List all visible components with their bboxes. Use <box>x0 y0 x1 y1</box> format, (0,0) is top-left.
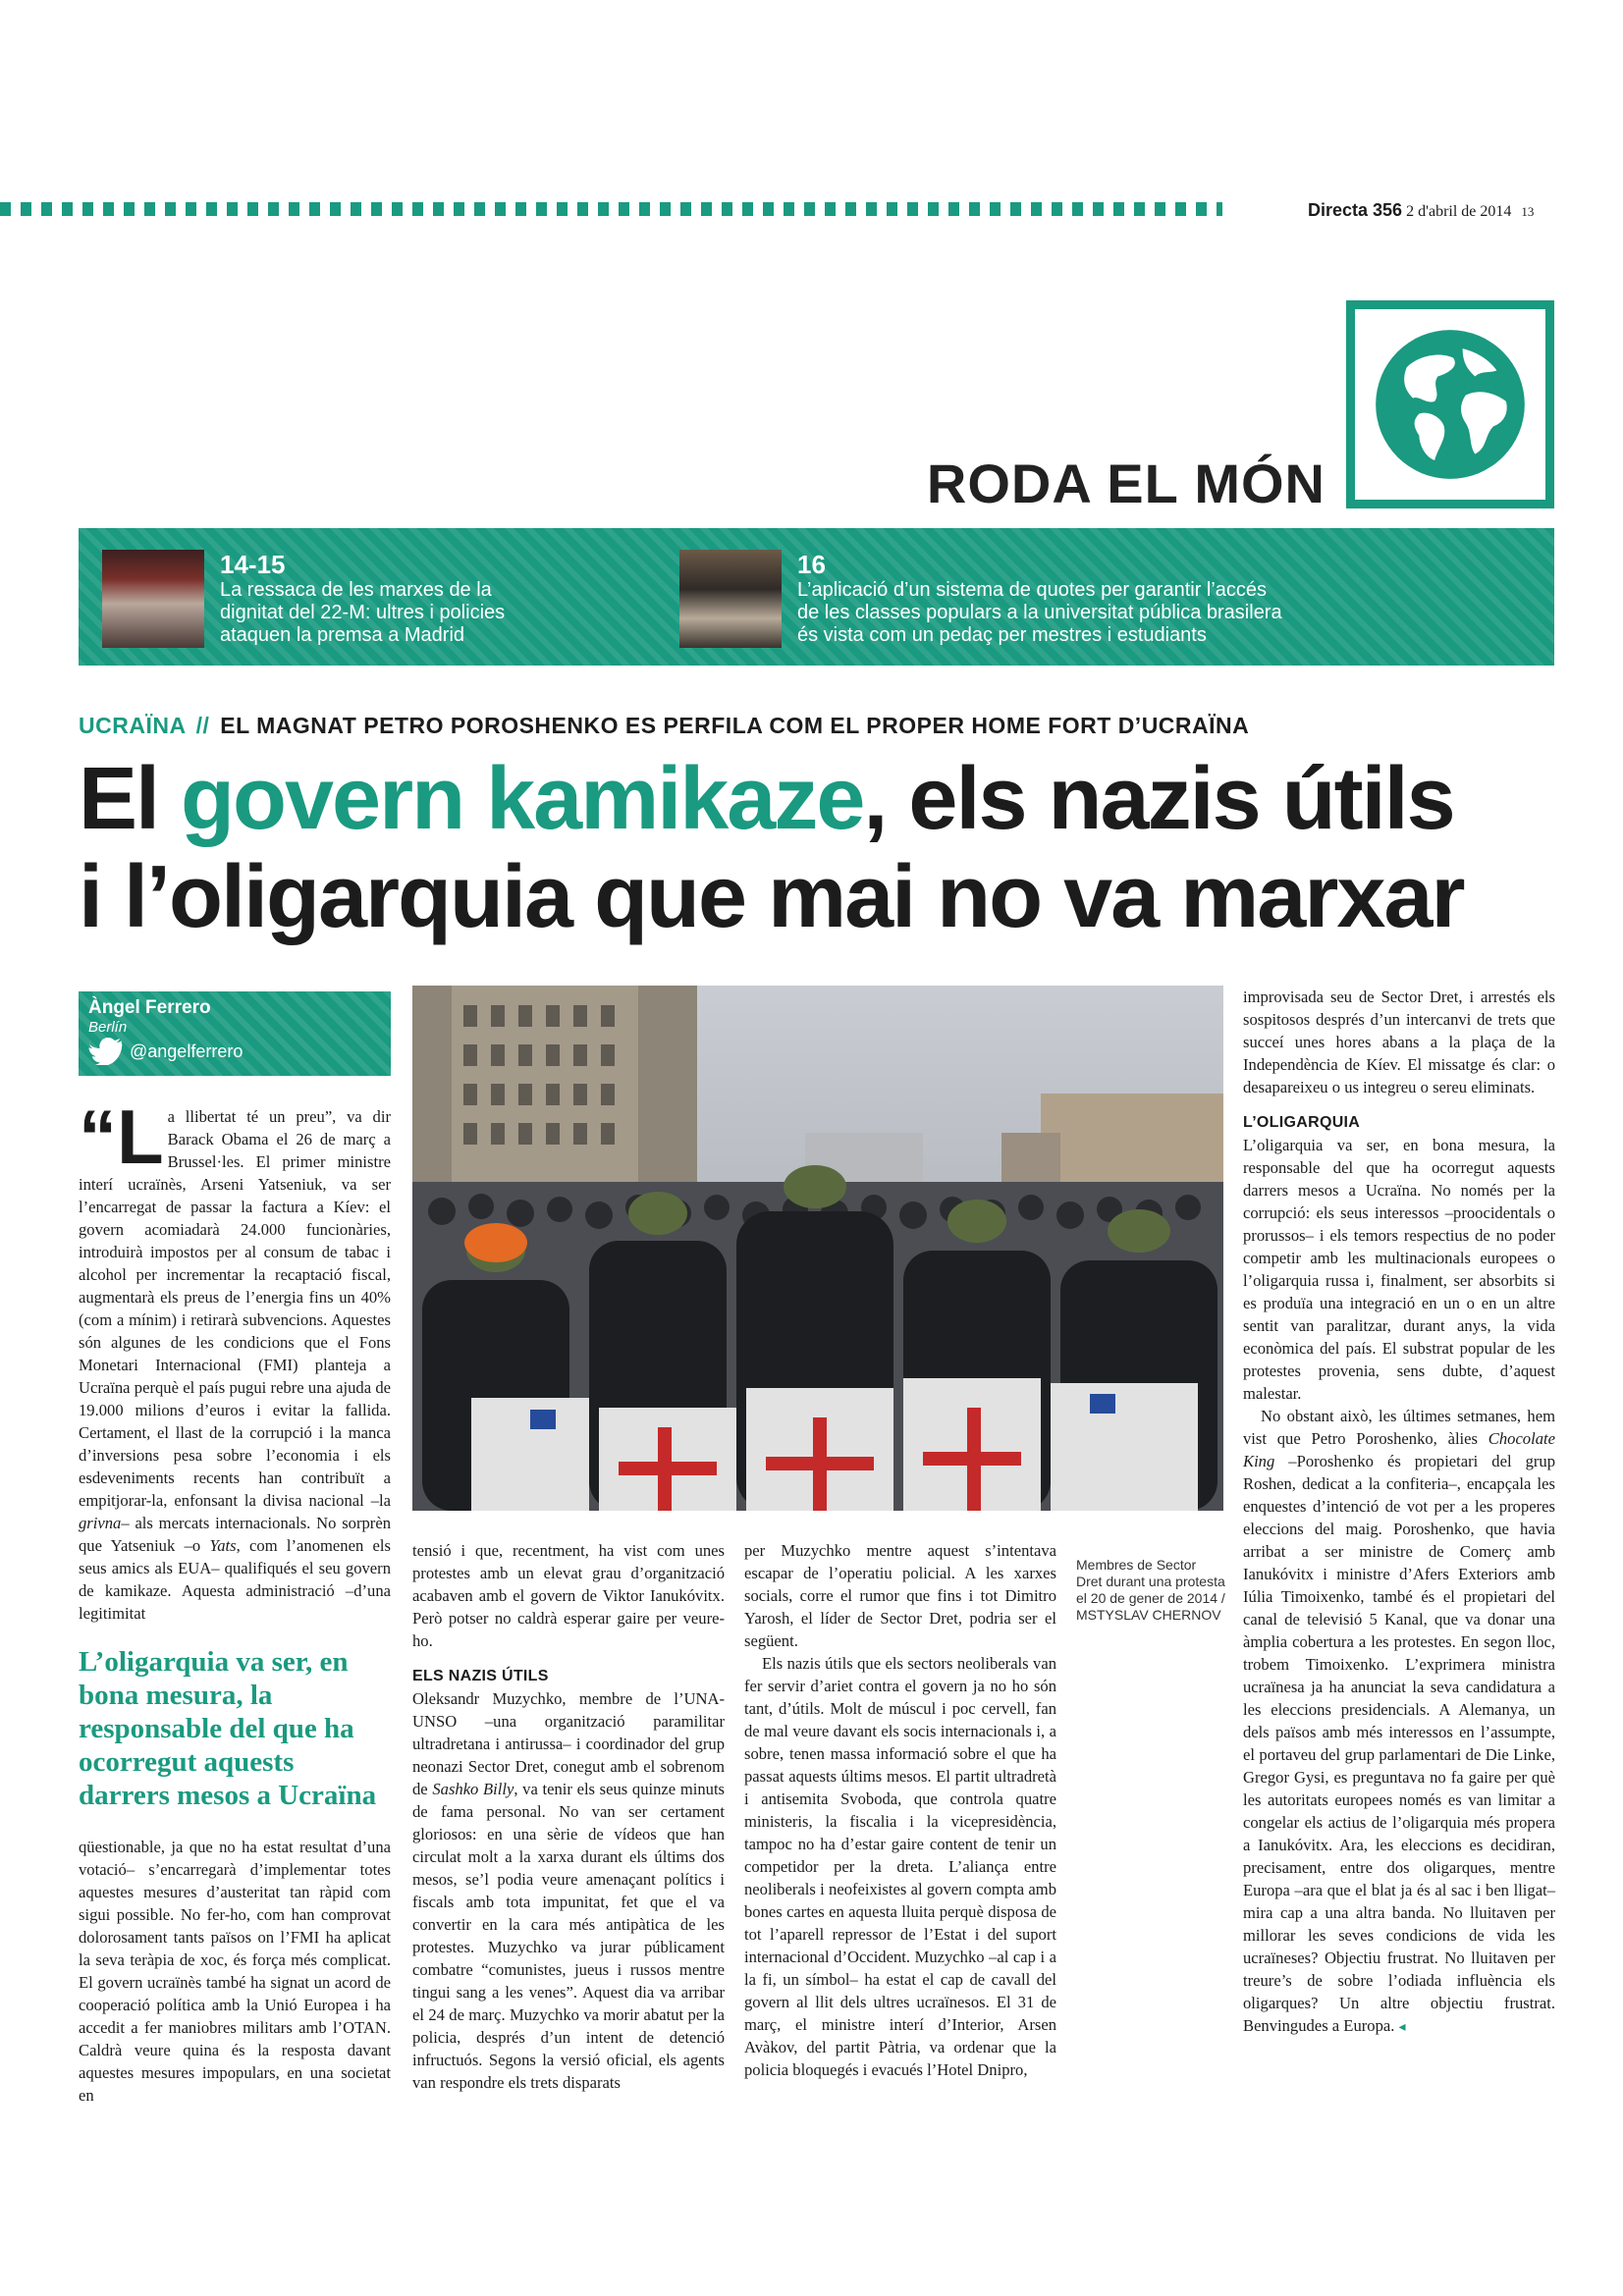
teaser-item[interactable] <box>679 550 1282 648</box>
article-kicker <box>79 713 1249 739</box>
italic-term: grivna <box>79 1514 122 1532</box>
twitter-bird-icon <box>88 1038 124 1065</box>
twitter-handle: @angelferrero <box>130 1041 243 1061</box>
italic-term: Yats <box>209 1536 237 1555</box>
subhead-nazis: ELS NAZIS ÚTILS <box>412 1668 549 1684</box>
publication-name: Directa 356 <box>1308 200 1403 220</box>
paragraph-text: , va tenir els seus quinze minuts de fama personal. No van ser certament gloriosos: en una sèrie de vídeos que han circulat molt a la xarxa durant els últims dos mesos, se’l podia veure amenaçant polítics i fiscals amb tota impunitat, fet que el va convertir en la cara més antipàtica de les protestes. Muzychko va jurar públicament combatre “comunistes, jueus i russos mentre tingui sang a les venes”. Aquest dia va arribar el 24 de març. Muzychko va morir abatut per la policia, després d’un intent de detenció infructuós. Segons la versió oficial, els agents van respondre els trets disparats <box>412 1780 726 2092</box>
section-logo <box>1346 300 1554 508</box>
globe-icon <box>1373 327 1528 482</box>
headline-highlight: govern kamikaze <box>181 750 864 848</box>
article-headline <box>79 750 1571 946</box>
italic-term: Chocolate King <box>1243 1429 1555 1470</box>
subhead-oligarquia: L’OLIGARQUIA <box>1243 1114 1361 1131</box>
article-paragraph: qüestionable, ja que no ha estat resultat d’una votació– s’encarregarà d’implementar totes aquestes mesures d’austeritat tan ràpid com sigui possible. No fer-ho, com han comprovat dolorosament tants països on l’FMI ha aplicat la seva teràpia de xoc, és força més complicat. El govern ucraïnès també ha signat un acord de cooperació política amb la Unió Europea i ha accedit a fer maniobres militars amb l’OTAN. Caldrà veure quina és la resposta davant aquestes mesures impopulars, en una societat en <box>79 1838 391 2105</box>
teaser-thumbnail <box>679 550 782 648</box>
kicker-country: UCRAÏNA <box>79 713 186 738</box>
teaser-pages: 16 <box>797 550 826 579</box>
teaser-pages: 14-15 <box>220 550 286 579</box>
dropcap: “L <box>79 1094 164 1180</box>
paragraph-text: –Poroshenko és propietari del grup Roshen, dedicat a la confiteria–, encapçala les enquestes d’intenció de vot per a les properes eleccions del maig. Poroshenko, que havia arribat a ser ministre de Comerç amb Ianukóvitx i ministre d’Afers Exteriors amb Iúlia Timoixenko, també és el propietari del canal de televisió 5 Kanal, que va donar una àmplia cobertura a les protestes. En segon lloc, trobem Timoixenko. L’exprimera ministra ucraïnesa ja ha anunciat la seva candidatura a les eleccions presidencials. A Alemanya, un dels països amb més interessos en l’assumpte, el portaveu del grup parlamentari de Die Linke, Gregor Gysi, es preguntava no fa gaire per què les autoritats europees només es van limitar a congelar els actius de l’oligarquia més propera a Ianukóvitx. Ara, les eleccions es decidiran, precisament, entre dos oligarques, mentre Europa –ara que el blat ja és al sac i ben lligat– mira cap a una altra banda. No lluitaven per millorar les seves condicions de vida les ucraïneses? Objectiu frustrat. No lluitaven per treure’s de sobre l’odiada influència els oligarques? Un altre objectiu frustrat. Benvingudes a Europa. <box>1243 1452 1555 2035</box>
article-paragraph: tensió i que, recentment, ha vist com unes protestes amb un elevat grau d’organització acabaven amb el govern de Viktor Ianukóvitx. Però potser no caldrà esperar gaire per veure-ho. <box>412 1541 725 1650</box>
article-column-2 <box>412 1539 725 2094</box>
headline-line2: i l’oligarquia que mai no va marxar <box>79 848 1464 946</box>
article-paragraph: per Muzychko mentre aquest s’intentava escapar de l’operatiu policial. A les xarxes socials, corre el rumor que fins i tot Dimitro Yarosh, el líder de Sector Dret, podria ser el següent. <box>744 1541 1056 1650</box>
paragraph-text: No obstant això, les últimes setmanes, hem vist que Petro Poroshenko, àlies <box>1243 1407 1555 1448</box>
teaser-line: dignitat del 22-M: ultres i policies <box>220 602 506 623</box>
page-number: 13 <box>1521 204 1535 219</box>
headline-pre: El <box>79 750 182 848</box>
article-paragraph: L’oligarquia va ser, en bona mesura, la responsable del que ha ocorregut aquests darrers mesos a Ucraïna. No només per la corrupció: els seus interessos –proocidentals o prorussos– i els temors respectius de no poder competir amb les multinacionals europees o l’oligarquia russa i, finalment, ser absorbits si es produïa una integració en un o en un altre sentit van paralitzar, durant anys, la vida econòmica del país. El substrat popular de les protestes provenia, sens dubte, d’aquest malestar. <box>1243 1136 1555 1403</box>
article-paragraph <box>1243 1405 1555 2039</box>
teaser-line: ataquen la premsa a Madrid <box>220 624 465 646</box>
photo-caption: Membres de Sector Dret durant una protesta el 20 de gener de 2014 / MSTYSLAV CHERNOV <box>1076 1557 1225 1623</box>
teaser-thumbnail <box>102 550 204 648</box>
page-header <box>1308 200 1602 221</box>
article-photo <box>412 986 1223 1511</box>
issue-date: 2 d'abril de 2014 <box>1406 203 1512 220</box>
teaser-line: L’aplicació d’un sistema de quotes per garantir l’accés <box>797 579 1268 601</box>
twitter-handle-row[interactable] <box>88 1038 381 1065</box>
protest-photo-illustration <box>412 986 1223 1511</box>
paragraph-text: Oleksandr Muzychko, membre de l’UNA-UNSO –una organització paramilitar ultradretana i antirussa– i coordinador del grup neonazi Sector Dret, conegut amb el sobrenom de <box>412 1689 725 1798</box>
end-mark-icon: ◂ <box>1398 2020 1406 2035</box>
kicker-separator: // <box>195 713 210 738</box>
paragraph-text: a llibertat té un preu”, va dir Barack Obama el 26 de març a Brussel·les. El primer ministre interí ucraïnès, Arseni Yatseniuk, va ser l’encarregat de passar la factura a Kíev: el govern acomiadarà 24.000 funcionàries, introduirà impostos per al consum de tabac i alcohol per incrementar la recaptació fiscal, augmentarà els preus de l’energia fins un 40% (com a mínim) i retirarà subvencions. Aquestes són algunes de les condicions que el Fons Monetari Internacional (FMI) planteja a Ucraïna perquè el país pugui rebre una ajuda de 19.000 milions d’euros i evitar la fallida. Certament, el llast de la corrupció i la manca d’inversions pesa sobre l’economia i els esdeveniments recents han contribuït a empitjorar-la, enfonsant la divisa nacional –la <box>79 1107 391 1510</box>
paragraph-text: – als mercats internacionals. No sorprèn que Yatseniuk –o <box>79 1514 391 1555</box>
article-paragraph: Els nazis útils que els sectors neoliberals van fer servir d’ariet contra el govern ja no ho són tant, d’útils. Molt de múscul i poc cervell, fan de mal veure davant els socis internacionals i, a sobre, tenen massa informació sobre el que ha passat aquests últims mesos. El partit ultradretà i antisemita Svoboda, que controla quatre ministeris, la fiscalia i la vicepresidència, tampoc no ha d’estar gaire content de tenir un competidor per la dreta. L’aliança entre neoliberals i neofeixistes al govern compta amb bones cartes en aquesta lluita perquè disposa de tot l’aparell repressor de l’Estat i del suport internacional d’Occident. Muzychko –al cap i a la fi, un símbol– ha estat el cap de cavall del govern al llit dels ultres ucraïnesos. El 31 de març, el ministre interí d’Interior, Arsen Avàkov, del partit Pàtria, va ordenar que la policia bloquegés i evacués l’Hotel Dnipro, <box>744 1654 1056 2079</box>
teaser-line: La ressaca de les marxes de la <box>220 579 492 601</box>
article-column-4 <box>1243 986 1555 2039</box>
kicker-text: EL MAGNAT PETRO POROSHENKO ES PERFILA COM EL PROPER HOME FORT D’UCRAÏNA <box>220 713 1250 738</box>
article-paragraph <box>79 1094 391 1625</box>
article-column-3 <box>744 1539 1056 2081</box>
italic-term: Sashko Billy <box>432 1780 514 1798</box>
article-column-1 <box>79 1094 391 1625</box>
paragraph-text: , com l’anomenen els seus amics als EUA– qualifiqués el seu govern de kamikaze. Aquesta administració –d’una legitimitat <box>79 1536 391 1623</box>
headline-post: , els nazis útils <box>863 750 1454 848</box>
top-dotted-rule <box>0 202 1222 216</box>
section-title: RODA EL MÓN <box>926 453 1325 514</box>
teaser-item[interactable] <box>102 550 505 648</box>
teaser-line: és vista com un pedaç per mestres i estudiants <box>797 624 1207 646</box>
article-paragraph: improvisada seu de Sector Dret, i arrestés els sospitosos després d’un intercanvi de trets que succeí unes hores abans a la plaça de la Independència de Kíev. El missatge és clar: o desapareixeu o us integreu o sereu eliminats. <box>1243 988 1555 1096</box>
pull-quote: L’oligarquia va ser, en bona mesura, la responsable del que ha ocorregut aquests darrers mesos a Ucraïna <box>79 1646 377 1811</box>
teaser-band <box>79 528 1554 666</box>
author-location: Berlín <box>88 1019 128 1036</box>
author-name: Àngel Ferrero <box>88 997 211 1018</box>
article-column-1-continued <box>79 1836 391 2107</box>
article-paragraph <box>412 1687 725 2094</box>
byline <box>79 991 391 1076</box>
teaser-line: de les classes populars a la universitat pública brasilera <box>797 602 1282 623</box>
